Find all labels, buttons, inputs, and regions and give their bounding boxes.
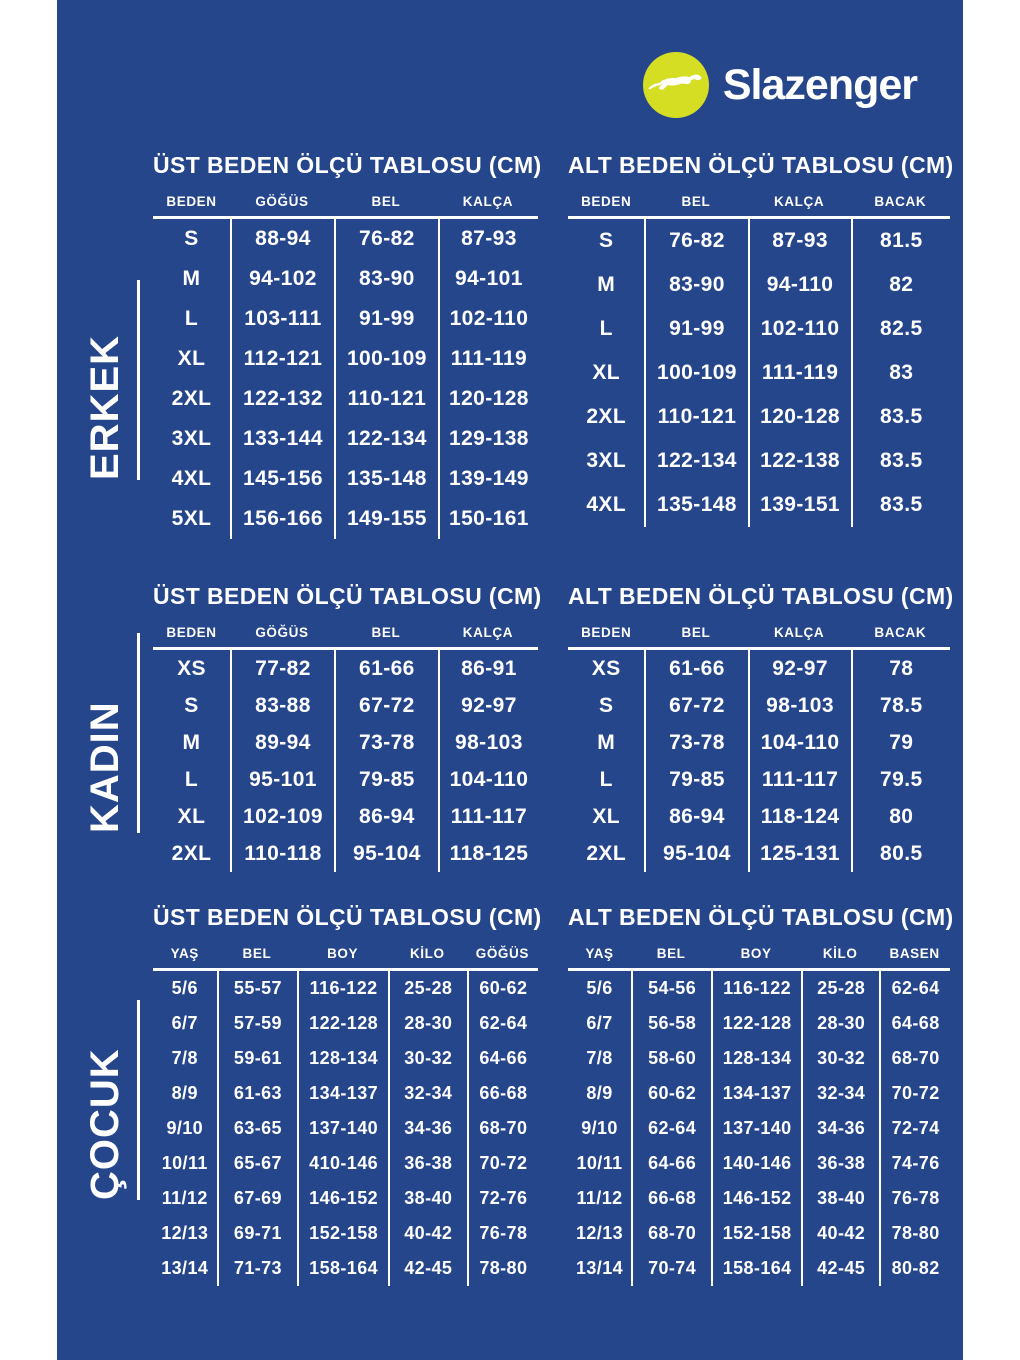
table-cell: 92-97 (748, 650, 851, 687)
table-cell: 62-64 (631, 1111, 711, 1146)
table-cell: 94-101 (438, 259, 538, 299)
table-cell: 67-72 (334, 687, 438, 724)
table-cell: 139-149 (438, 459, 538, 499)
table-cell: 30-32 (801, 1041, 879, 1076)
table-cell: 118-125 (438, 835, 538, 872)
table-cell: 122-132 (230, 379, 334, 419)
table-cell: 61-66 (334, 650, 438, 687)
table-cocuk-ust-beden (153, 902, 542, 1286)
table-cell: 146-152 (711, 1181, 801, 1216)
table-cell: 94-110 (748, 263, 851, 307)
size-cell: S (184, 227, 199, 250)
size-cell: 5/6 (171, 978, 198, 998)
size-cell: L (184, 767, 199, 791)
table-cell: 83-90 (334, 259, 438, 299)
table-cell: 122-128 (711, 1006, 801, 1041)
section-divider-line (137, 633, 140, 833)
table-cell: 116-122 (297, 971, 387, 1006)
table-cell: 83-88 (230, 687, 334, 724)
table-cell: 79 (851, 724, 950, 761)
table-title: ALT BEDEN ÖLÇÜ TABLOSU (CM) (568, 152, 954, 178)
table-cell: 134-137 (297, 1076, 387, 1111)
table-cell: 156-166 (230, 499, 334, 539)
table-cell: 150-161 (438, 499, 538, 539)
header-cell: BEDEN (166, 625, 217, 640)
section-erkek (57, 150, 963, 539)
table-cell: 34-36 (801, 1111, 879, 1146)
size-cell: S (598, 229, 614, 252)
table-cell: 40-42 (801, 1216, 879, 1251)
table-cell: 88-94 (230, 219, 334, 259)
table-cell: 58-60 (631, 1041, 711, 1076)
header-cell: KALÇA (773, 194, 825, 209)
header-cell: BEDEN (581, 625, 632, 640)
size-cell: 11/12 (576, 1188, 623, 1208)
table-cell: 111-119 (438, 339, 538, 379)
table-cell: 86-94 (644, 798, 747, 835)
table-cell: 87-93 (438, 219, 538, 259)
table-cell: 135-148 (644, 483, 747, 527)
table-cell: 73-78 (644, 724, 747, 761)
size-cell: 5/6 (586, 978, 613, 998)
table-cell: 80.5 (851, 835, 950, 872)
table-cell: 122-134 (644, 439, 747, 483)
table-header-row (153, 625, 538, 650)
table-cell: 118-124 (748, 798, 851, 835)
size-cell: 13/14 (161, 1258, 209, 1278)
size-cell: 12/13 (575, 1223, 624, 1243)
header-cell: KİLO (822, 946, 858, 961)
table-cell: 95-101 (230, 761, 334, 798)
table-cell: 116-122 (711, 971, 801, 1006)
table-cell: 98-103 (748, 687, 851, 724)
section-label-text: KADIN (83, 701, 127, 833)
table-cell: 62-64 (467, 1006, 538, 1041)
section-divider-line (137, 1000, 140, 1200)
table-cell: 82.5 (851, 307, 950, 351)
size-cell: 4XL (171, 467, 212, 490)
table-cell: 76-78 (879, 1181, 950, 1216)
header-cell: KALÇA (773, 625, 825, 640)
header-cell: BACAK (874, 625, 927, 640)
table-cell: 91-99 (334, 299, 438, 339)
table-cell: 72-76 (467, 1181, 538, 1216)
table-cell: 110-121 (644, 395, 747, 439)
table-cell: 54-56 (631, 971, 711, 1006)
table-cell: 122-128 (297, 1006, 387, 1041)
size-cell: 2XL (171, 841, 212, 865)
header-cell: KALÇA (462, 625, 514, 640)
header-cell: BOY (740, 946, 772, 961)
table-cell: 67-69 (217, 1181, 298, 1216)
table-cell: 129-138 (438, 419, 538, 459)
table-cell: 100-109 (644, 351, 747, 395)
header-cell: BEL (681, 625, 711, 640)
table-cell: 78.5 (851, 687, 950, 724)
table-cell: 102-110 (748, 307, 851, 351)
table-kadin-alt-beden (568, 581, 954, 872)
table-erkek-alt-beden (568, 150, 954, 539)
table-cell: 125-131 (748, 835, 851, 872)
table-cell: 94-102 (230, 259, 334, 299)
table-cocuk-alt-beden (568, 902, 954, 1286)
table-cell: 86-91 (438, 650, 538, 687)
table-cell: 70-72 (879, 1076, 950, 1111)
table-cell: 32-34 (801, 1076, 879, 1111)
table-cell: 103-111 (230, 299, 334, 339)
table-cell: 38-40 (801, 1181, 879, 1216)
table-cell: 28-30 (801, 1006, 879, 1041)
size-cell: XS (177, 656, 206, 680)
size-cell: XS (591, 656, 621, 680)
table-cell: 80-82 (879, 1251, 950, 1286)
section-label-kadin (85, 633, 140, 833)
brand-name: Slazenger (722, 60, 917, 109)
table-cell: 55-57 (217, 971, 298, 1006)
table-cell: 111-117 (438, 798, 538, 835)
table-cell: 69-71 (217, 1216, 298, 1251)
table-cell: 82 (851, 263, 950, 307)
table-cell: 140-146 (711, 1146, 801, 1181)
table-cell: 68-70 (631, 1216, 711, 1251)
header-cell: BASEN (889, 946, 940, 961)
table-body (568, 219, 950, 527)
size-cell: XL (592, 361, 621, 384)
table-cell: 64-68 (879, 1006, 950, 1041)
table-cell: 134-137 (711, 1076, 801, 1111)
table-cell: 79-85 (644, 761, 747, 798)
section-label-cocuk (85, 1000, 140, 1200)
table-cell: 98-103 (438, 724, 538, 761)
section-divider-line (137, 280, 140, 480)
size-cell: 13/14 (575, 1258, 624, 1278)
table-cell: 30-32 (388, 1041, 467, 1076)
table-cell: 68-70 (467, 1111, 538, 1146)
table-cell: 60-62 (631, 1076, 711, 1111)
table-cell: 111-117 (748, 761, 851, 798)
table-cell: 104-110 (748, 724, 851, 761)
table-title: ALT BEDEN ÖLÇÜ TABLOSU (CM) (568, 904, 954, 930)
table-cell: 81.5 (851, 219, 950, 263)
table-cell: 60-62 (467, 971, 538, 1006)
table-cell: 78-80 (467, 1251, 538, 1286)
header-cell: YAŞ (585, 946, 614, 961)
table-cell: 76-82 (334, 219, 438, 259)
table-cell: 87-93 (748, 219, 851, 263)
header-cell: BEL (242, 946, 272, 961)
size-cell: 6/7 (586, 1013, 613, 1033)
table-cell: 158-164 (297, 1251, 387, 1286)
header-cell: BACAK (874, 194, 927, 209)
table-cell: 74-76 (879, 1146, 950, 1181)
section-label-text: ERKEK (83, 334, 127, 480)
table-cell: 120-128 (748, 395, 851, 439)
header-cell: YAŞ (170, 946, 199, 961)
size-cell: 3XL (171, 427, 212, 450)
table-cell: 80 (851, 798, 950, 835)
table-cell: 91-99 (644, 307, 747, 351)
table-cell: 76-78 (467, 1216, 538, 1251)
table-cell: 32-34 (388, 1076, 467, 1111)
size-cell: XL (592, 804, 621, 828)
table-cell: 76-82 (644, 219, 747, 263)
table-erkek-ust-beden (153, 150, 542, 539)
header-cell: BEL (371, 625, 401, 640)
size-cell: 10/11 (161, 1153, 208, 1173)
table-cell: 64-66 (631, 1146, 711, 1181)
table-cell: 152-158 (711, 1216, 801, 1251)
table-cell: 68-70 (879, 1041, 950, 1076)
table-header-row (568, 625, 950, 650)
size-cell: M (182, 267, 201, 290)
table-cell: 42-45 (801, 1251, 879, 1286)
header-cell: KALÇA (462, 194, 514, 209)
table-cell: 25-28 (388, 971, 467, 1006)
size-cell: 9/10 (166, 1118, 204, 1138)
table-cell: 72-74 (879, 1111, 950, 1146)
table-cell: 102-109 (230, 798, 334, 835)
table-cell: 145-156 (230, 459, 334, 499)
size-cell: S (184, 693, 199, 717)
size-cell: L (599, 317, 613, 340)
table-cell: 38-40 (388, 1181, 467, 1216)
table-cell: 83 (851, 351, 950, 395)
table-header-row (568, 946, 950, 971)
table-cell: 59-61 (217, 1041, 298, 1076)
table-body (153, 650, 538, 872)
size-chart-page (57, 0, 963, 1360)
header-cell: GÖĞÜS (255, 194, 309, 209)
table-cell: 73-78 (334, 724, 438, 761)
table-cell: 100-109 (334, 339, 438, 379)
kadin-tables-row (57, 581, 963, 872)
table-cell: 63-65 (217, 1111, 298, 1146)
table-cell: 120-128 (438, 379, 538, 419)
size-cell: 7/8 (171, 1048, 198, 1068)
size-cell: 12/13 (161, 1223, 209, 1243)
header-cell: KİLO (409, 946, 445, 961)
table-cell: 71-73 (217, 1251, 298, 1286)
table-title: ÜST BEDEN ÖLÇÜ TABLOSU (CM) (153, 583, 542, 609)
table-cell: 64-66 (467, 1041, 538, 1076)
table-cell: 137-140 (711, 1111, 801, 1146)
size-cell: 8/9 (171, 1083, 198, 1103)
table-cell: 62-64 (879, 971, 950, 1006)
table-cell: 25-28 (801, 971, 879, 1006)
table-cell: 40-42 (388, 1216, 467, 1251)
table-cell: 36-38 (801, 1146, 879, 1181)
table-body (153, 219, 538, 539)
table-cell: 28-30 (388, 1006, 467, 1041)
size-cell: 3XL (586, 449, 627, 472)
table-cell: 135-148 (334, 459, 438, 499)
table-title: ÜST BEDEN ÖLÇÜ TABLOSU (CM) (153, 904, 542, 930)
size-cell: 2XL (586, 841, 627, 865)
table-cell: 104-110 (438, 761, 538, 798)
table-cell: 146-152 (297, 1181, 387, 1216)
table-cell: 57-59 (217, 1006, 298, 1041)
table-cell: 79.5 (851, 761, 950, 798)
table-cell: 133-144 (230, 419, 334, 459)
table-cell: 89-94 (230, 724, 334, 761)
table-cell: 83.5 (851, 395, 950, 439)
table-header-row (153, 194, 538, 219)
size-cell: L (599, 767, 613, 791)
header-cell: GÖĞÜS (255, 625, 309, 640)
size-cell: 10/11 (576, 1153, 623, 1173)
size-cell: 7/8 (586, 1048, 613, 1068)
table-cell: 111-119 (748, 351, 851, 395)
table-kadin-ust-beden (153, 581, 542, 872)
table-cell: 61-63 (217, 1076, 298, 1111)
table-cell: 95-104 (334, 835, 438, 872)
size-cell: 6/7 (171, 1013, 198, 1033)
table-cell: 66-68 (631, 1181, 711, 1216)
size-cell: 2XL (586, 405, 627, 428)
size-cell: M (597, 730, 616, 754)
size-cell: XL (177, 804, 206, 828)
table-cell: 112-121 (230, 339, 334, 379)
size-cell: S (598, 693, 614, 717)
header-cell: BOY (327, 946, 359, 961)
table-cell: 128-134 (711, 1041, 801, 1076)
table-header-row (568, 194, 950, 219)
table-cell: 42-45 (388, 1251, 467, 1286)
table-body (568, 650, 950, 872)
table-cell: 149-155 (334, 499, 438, 539)
table-cell: 36-38 (388, 1146, 467, 1181)
table-cell: 86-94 (334, 798, 438, 835)
table-cell: 110-121 (334, 379, 438, 419)
size-cell: 9/10 (581, 1118, 618, 1138)
table-body (568, 971, 950, 1286)
header-cell: BEL (371, 194, 401, 209)
table-cell: 66-68 (467, 1076, 538, 1111)
table-cell: 56-58 (631, 1006, 711, 1041)
header-cell: BEL (681, 194, 711, 209)
size-cell: 5XL (171, 507, 212, 530)
table-title: ÜST BEDEN ÖLÇÜ TABLOSU (CM) (153, 152, 542, 178)
table-cell: 79-85 (334, 761, 438, 798)
cocuk-tables-row (57, 902, 963, 1286)
table-cell: 67-72 (644, 687, 747, 724)
header-cell: BEDEN (166, 194, 217, 209)
table-cell: 83.5 (851, 439, 950, 483)
table-cell: 92-97 (438, 687, 538, 724)
leaping-panther-icon (643, 52, 709, 118)
size-cell: 2XL (171, 387, 212, 410)
table-cell: 128-134 (297, 1041, 387, 1076)
table-cell: 139-151 (748, 483, 851, 527)
table-title: ALT BEDEN ÖLÇÜ TABLOSU (CM) (568, 583, 954, 609)
table-header-row (153, 946, 538, 971)
table-cell: 83-90 (644, 263, 747, 307)
size-cell: 8/9 (586, 1083, 613, 1103)
section-kadin (57, 581, 963, 872)
section-label-text: ÇOCUK (83, 1048, 127, 1200)
table-cell: 137-140 (297, 1111, 387, 1146)
size-cell: 4XL (586, 493, 627, 516)
table-cell: 65-67 (217, 1146, 298, 1181)
table-cell: 61-66 (644, 650, 747, 687)
size-cell: M (597, 273, 616, 296)
header-cell: GÖĞÜS (475, 946, 529, 961)
table-cell: 95-104 (644, 835, 747, 872)
table-cell: 70-72 (467, 1146, 538, 1181)
size-cell: 11/12 (161, 1188, 208, 1208)
header-cell: BEDEN (581, 194, 632, 209)
table-body (153, 971, 538, 1286)
size-cell: L (184, 307, 199, 330)
section-cocuk (57, 902, 963, 1286)
table-cell: 78 (851, 650, 950, 687)
table-cell: 78-80 (879, 1216, 950, 1251)
header-cell: BEL (656, 946, 686, 961)
section-label-erkek (85, 280, 140, 480)
table-cell: 77-82 (230, 650, 334, 687)
table-cell: 158-164 (711, 1251, 801, 1286)
size-cell: M (182, 730, 201, 754)
table-cell: 410-146 (297, 1146, 387, 1181)
table-cell: 152-158 (297, 1216, 387, 1251)
table-cell: 110-118 (230, 835, 334, 872)
brand-logo (57, 0, 963, 120)
table-cell: 83.5 (851, 483, 950, 527)
table-cell: 34-36 (388, 1111, 467, 1146)
table-cell: 122-134 (334, 419, 438, 459)
table-cell: 102-110 (438, 299, 538, 339)
table-cell: 70-74 (631, 1251, 711, 1286)
erkek-tables-row (57, 150, 963, 539)
size-cell: XL (177, 347, 206, 370)
table-cell: 122-138 (748, 439, 851, 483)
